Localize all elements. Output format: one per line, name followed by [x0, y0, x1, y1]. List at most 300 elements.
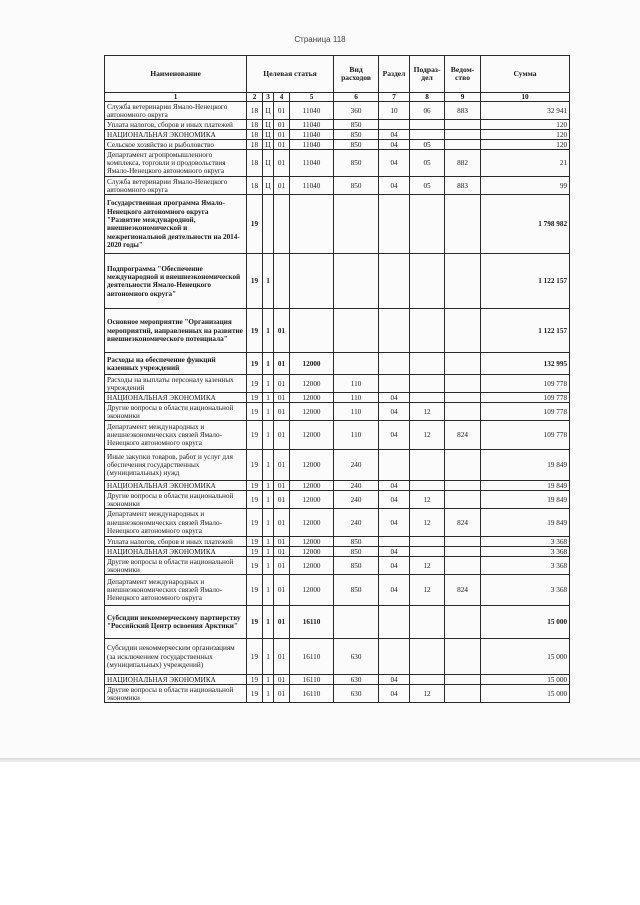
target-direction: 11040: [290, 120, 334, 130]
row-name: Служба ветеринарии Ямало-Ненецкого автономного округа: [105, 102, 247, 120]
table-row: [105, 195, 570, 254]
expense-type: 850: [334, 537, 379, 547]
section-code: 04: [379, 177, 410, 195]
sum-value: 15 000: [481, 606, 570, 639]
target-measure: 01: [274, 557, 290, 575]
department-code: 882: [445, 150, 481, 177]
table-header-row: [105, 56, 570, 93]
target-subprogram: Ц: [263, 102, 274, 120]
expense-type: 240: [334, 509, 379, 537]
target-program: 19: [247, 309, 263, 353]
department-code: [445, 403, 481, 421]
expense-type: 850: [334, 177, 379, 195]
sum-value: 32 941: [481, 102, 570, 120]
header-target-article: Целевая статья: [247, 56, 334, 93]
target-direction: 11040: [290, 102, 334, 120]
department-code: 883: [445, 102, 481, 120]
target-program: 19: [247, 421, 263, 450]
subsection-code: [410, 450, 445, 481]
expense-type: 850: [334, 575, 379, 606]
section-code: 04: [379, 481, 410, 491]
department-code: [445, 481, 481, 491]
sum-value: 99: [481, 177, 570, 195]
header-section: Раздел: [379, 56, 410, 93]
subsection-code: [410, 309, 445, 353]
table-row: [105, 450, 570, 481]
table-row: [105, 685, 570, 703]
target-measure: 01: [274, 150, 290, 177]
target-subprogram: 1: [263, 509, 274, 537]
target-subprogram: 1: [263, 403, 274, 421]
target-measure: 01: [274, 491, 290, 509]
subsection-code: 12: [410, 575, 445, 606]
target-measure: 01: [274, 481, 290, 491]
sum-value: 19 849: [481, 509, 570, 537]
page-label: Страница 118: [294, 35, 346, 44]
department-code: [445, 639, 481, 675]
table-row: [105, 353, 570, 375]
target-direction: 12000: [290, 481, 334, 491]
expense-type: 110: [334, 403, 379, 421]
target-subprogram: Ц: [263, 120, 274, 130]
target-direction: 12000: [290, 353, 334, 375]
expense-type: [334, 353, 379, 375]
expense-type: 850: [334, 140, 379, 150]
target-subprogram: 1: [263, 547, 274, 557]
target-program: 19: [247, 606, 263, 639]
expense-type: 110: [334, 421, 379, 450]
department-code: 824: [445, 421, 481, 450]
sum-value: 109 778: [481, 375, 570, 393]
row-name: Расходы на выплаты персоналу казенных учреждений: [105, 375, 247, 393]
target-subprogram: 1: [263, 639, 274, 675]
target-measure: 01: [274, 102, 290, 120]
target-measure: 01: [274, 685, 290, 703]
table-row: [105, 102, 570, 120]
section-code: 04: [379, 491, 410, 509]
target-direction: 12000: [290, 547, 334, 557]
target-direction: 11040: [290, 140, 334, 150]
table-row: [105, 639, 570, 675]
row-name: Основное мероприятие "Организация мероприятий, направленных на развитие внешнеэкономического потенциала": [105, 309, 247, 353]
target-direction: 12000: [290, 375, 334, 393]
table-row: [105, 481, 570, 491]
target-subprogram: 1: [263, 491, 274, 509]
target-program: 19: [247, 537, 263, 547]
budget-table: [104, 55, 570, 703]
target-measure: 01: [274, 177, 290, 195]
target-program: 19: [247, 353, 263, 375]
subsection-code: [410, 639, 445, 675]
target-program: 19: [247, 481, 263, 491]
target-subprogram: 1: [263, 685, 274, 703]
sum-value: 1 122 157: [481, 309, 570, 353]
target-subprogram: 1: [263, 575, 274, 606]
target-measure: [274, 195, 290, 254]
target-measure: 01: [274, 509, 290, 537]
department-code: [445, 254, 481, 309]
table-row: [105, 575, 570, 606]
section-code: 04: [379, 150, 410, 177]
target-program: 19: [247, 393, 263, 403]
row-name: НАЦИОНАЛЬНАЯ ЭКОНОМИКА: [105, 393, 247, 403]
section-code: 10: [379, 102, 410, 120]
target-program: 18: [247, 120, 263, 130]
table-row: [105, 120, 570, 130]
table-row: [105, 130, 570, 140]
sum-value: 3 368: [481, 575, 570, 606]
department-code: [445, 140, 481, 150]
table-row: [105, 309, 570, 353]
expense-type: 850: [334, 547, 379, 557]
row-name: НАЦИОНАЛЬНАЯ ЭКОНОМИКА: [105, 675, 247, 685]
department-code: [445, 195, 481, 254]
department-code: [445, 547, 481, 557]
column-number: 2: [247, 93, 263, 102]
section-code: 04: [379, 393, 410, 403]
target-direction: 12000: [290, 403, 334, 421]
subsection-code: [410, 537, 445, 547]
target-measure: 01: [274, 403, 290, 421]
row-name: НАЦИОНАЛЬНАЯ ЭКОНОМИКА: [105, 547, 247, 557]
table-row: [105, 547, 570, 557]
target-direction: 12000: [290, 421, 334, 450]
subsection-code: [410, 254, 445, 309]
target-program: 19: [247, 685, 263, 703]
row-name: Другие вопросы в области национальной экономики: [105, 685, 247, 703]
column-number: 3: [263, 93, 274, 102]
expense-type: 240: [334, 481, 379, 491]
target-subprogram: 1: [263, 254, 274, 309]
target-measure: 01: [274, 375, 290, 393]
target-program: 18: [247, 130, 263, 140]
row-name: Субсидии некоммерческим организациям (за исключением государственных (муниципальных) учреждений): [105, 639, 247, 675]
subsection-code: 05: [410, 140, 445, 150]
row-name: Иные закупки товаров, работ и услуг для обеспечения государственных (муниципальных) нужд: [105, 450, 247, 481]
row-name: Другие вопросы в области национальной экономики: [105, 557, 247, 575]
target-measure: 01: [274, 537, 290, 547]
header-expense-type: Вид расходов: [334, 56, 379, 93]
subsection-code: 05: [410, 150, 445, 177]
target-program: 19: [247, 557, 263, 575]
expense-type: 850: [334, 120, 379, 130]
target-direction: 16110: [290, 685, 334, 703]
department-code: [445, 120, 481, 130]
target-program: 18: [247, 177, 263, 195]
target-program: 18: [247, 150, 263, 177]
section-code: [379, 375, 410, 393]
target-subprogram: Ц: [263, 150, 274, 177]
sum-value: 21: [481, 150, 570, 177]
target-direction: 11040: [290, 130, 334, 140]
target-measure: 01: [274, 450, 290, 481]
column-number: 1: [105, 93, 247, 102]
expense-type: 850: [334, 557, 379, 575]
expense-type: [334, 254, 379, 309]
subsection-code: 05: [410, 177, 445, 195]
table-row: [105, 393, 570, 403]
section-code: 04: [379, 547, 410, 557]
sum-value: 120: [481, 120, 570, 130]
subsection-code: 12: [410, 421, 445, 450]
target-subprogram: 1: [263, 421, 274, 450]
expense-type: 630: [334, 639, 379, 675]
sum-value: 3 368: [481, 547, 570, 557]
subsection-code: [410, 375, 445, 393]
column-number: 9: [445, 93, 481, 102]
target-direction: 12000: [290, 509, 334, 537]
row-name: Расходы на обеспечение функций казенных учреждений: [105, 353, 247, 375]
target-subprogram: Ц: [263, 130, 274, 140]
expense-type: 630: [334, 685, 379, 703]
subsection-code: 12: [410, 685, 445, 703]
target-measure: [274, 254, 290, 309]
section-code: 04: [379, 557, 410, 575]
section-code: [379, 450, 410, 481]
row-name: Сельское хозяйство и рыболовство: [105, 140, 247, 150]
target-subprogram: 1: [263, 557, 274, 575]
section-code: [379, 254, 410, 309]
target-direction: [290, 195, 334, 254]
target-subprogram: 1: [263, 481, 274, 491]
target-direction: 16110: [290, 675, 334, 685]
target-measure: 01: [274, 140, 290, 150]
expense-type: [334, 195, 379, 254]
sum-value: 1 122 157: [481, 254, 570, 309]
expense-type: [334, 309, 379, 353]
target-subprogram: 1: [263, 537, 274, 547]
sum-value: 15 000: [481, 639, 570, 675]
sum-value: 15 000: [481, 685, 570, 703]
expense-type: 110: [334, 375, 379, 393]
section-code: 04: [379, 403, 410, 421]
section-code: [379, 353, 410, 375]
target-program: 19: [247, 575, 263, 606]
department-code: 883: [445, 177, 481, 195]
target-program: 18: [247, 140, 263, 150]
target-subprogram: 1: [263, 450, 274, 481]
table-row: [105, 606, 570, 639]
table-row: [105, 675, 570, 685]
section-code: 04: [379, 130, 410, 140]
header-name: Наименование: [105, 56, 247, 93]
expense-type: 360: [334, 102, 379, 120]
expense-type: 110: [334, 393, 379, 403]
department-code: 824: [445, 575, 481, 606]
target-program: 19: [247, 375, 263, 393]
row-name: Департамент международных и внешнеэкономических связей Ямало-Ненецкого автономного округа: [105, 509, 247, 537]
row-name: Другие вопросы в области национальной экономики: [105, 403, 247, 421]
subsection-code: [410, 481, 445, 491]
department-code: 824: [445, 509, 481, 537]
target-subprogram: 1: [263, 375, 274, 393]
section-code: [379, 120, 410, 130]
sum-value: 109 778: [481, 393, 570, 403]
department-code: [445, 606, 481, 639]
target-program: 19: [247, 639, 263, 675]
target-subprogram: 1: [263, 309, 274, 353]
target-measure: 01: [274, 547, 290, 557]
row-name: НАЦИОНАЛЬНАЯ ЭКОНОМИКА: [105, 130, 247, 140]
department-code: [445, 491, 481, 509]
target-measure: 01: [274, 309, 290, 353]
target-direction: 11040: [290, 150, 334, 177]
section-code: [379, 606, 410, 639]
expense-type: 630: [334, 675, 379, 685]
subsection-code: [410, 130, 445, 140]
sum-value: 19 849: [481, 450, 570, 481]
target-measure: 01: [274, 130, 290, 140]
section-code: 04: [379, 675, 410, 685]
section-code: [379, 309, 410, 353]
row-name: Департамент международных и внешнеэкономических связей Ямало-Ненецкого автономного округа: [105, 421, 247, 450]
section-code: 04: [379, 575, 410, 606]
table-row: [105, 491, 570, 509]
subsection-code: 12: [410, 557, 445, 575]
target-direction: 12000: [290, 450, 334, 481]
sum-value: 109 778: [481, 403, 570, 421]
table-row: [105, 537, 570, 547]
header-sum: Сумма: [481, 56, 570, 93]
target-program: 19: [247, 195, 263, 254]
target-direction: 16110: [290, 606, 334, 639]
target-direction: [290, 309, 334, 353]
column-number: 6: [334, 93, 379, 102]
sum-value: 109 778: [481, 421, 570, 450]
department-code: [445, 393, 481, 403]
expense-type: 240: [334, 491, 379, 509]
sum-value: 15 000: [481, 675, 570, 685]
column-number: 7: [379, 93, 410, 102]
target-direction: 12000: [290, 575, 334, 606]
target-subprogram: [263, 195, 274, 254]
table-row: [105, 254, 570, 309]
subsection-code: [410, 120, 445, 130]
department-code: [445, 557, 481, 575]
sum-value: 132 995: [481, 353, 570, 375]
column-number: 10: [481, 93, 570, 102]
table-row: [105, 375, 570, 393]
target-subprogram: Ц: [263, 140, 274, 150]
expense-type: [334, 606, 379, 639]
target-measure: 01: [274, 606, 290, 639]
subsection-code: 12: [410, 403, 445, 421]
subsection-code: [410, 353, 445, 375]
row-name: Департамент международных и внешнеэкономических связей Ямало-Ненецкого автономного округа: [105, 575, 247, 606]
target-measure: 01: [274, 639, 290, 675]
target-subprogram: 1: [263, 675, 274, 685]
table-row: [105, 509, 570, 537]
header-department: Ведом-ство: [445, 56, 481, 93]
target-program: 19: [247, 547, 263, 557]
sum-value: 120: [481, 130, 570, 140]
target-direction: 12000: [290, 537, 334, 547]
row-name: Служба ветеринарии Ямало-Ненецкого автономного округа: [105, 177, 247, 195]
table-row: [105, 140, 570, 150]
section-code: 04: [379, 509, 410, 537]
row-name: Уплата налогов, сборов и иных платежей: [105, 120, 247, 130]
department-code: [445, 537, 481, 547]
table-row: [105, 403, 570, 421]
target-measure: 01: [274, 120, 290, 130]
expense-type: 850: [334, 130, 379, 140]
row-name: Подпрограмма "Обеспечение международной и внешнеэкономической деятельности Ямало-Ненецкого автономного округа": [105, 254, 247, 309]
section-code: 04: [379, 421, 410, 450]
expense-type: 850: [334, 150, 379, 177]
target-measure: 01: [274, 421, 290, 450]
column-number-row: [105, 93, 570, 102]
section-code: 04: [379, 685, 410, 703]
subsection-code: 06: [410, 102, 445, 120]
target-program: 19: [247, 403, 263, 421]
sum-value: 1 798 982: [481, 195, 570, 254]
department-code: [445, 450, 481, 481]
sum-value: 19 849: [481, 481, 570, 491]
target-program: 19: [247, 509, 263, 537]
column-number: 8: [410, 93, 445, 102]
row-name: Субсидии некоммерческому партнерству "Российский Центр освоения Арктики": [105, 606, 247, 639]
target-program: 19: [247, 491, 263, 509]
table-row: [105, 557, 570, 575]
column-number: 5: [290, 93, 334, 102]
expense-type: 240: [334, 450, 379, 481]
target-subprogram: Ц: [263, 177, 274, 195]
table-row: [105, 421, 570, 450]
table-row: [105, 177, 570, 195]
table-body: [105, 102, 570, 703]
target-subprogram: 1: [263, 606, 274, 639]
row-name: Департамент агропромышленного комплекса, торговли и продовольствия Ямало-Ненецкого автономного округа: [105, 150, 247, 177]
subsection-code: [410, 195, 445, 254]
header-subsection: Подраз-дел: [410, 56, 445, 93]
row-name: Государственная программа Ямало-Ненецкого автономного округа "Развитие международной, внешнеэкономической и межрегиональной деятельности на 2014-2020 годы": [105, 195, 247, 254]
section-code: 04: [379, 140, 410, 150]
sum-value: 3 368: [481, 537, 570, 547]
subsection-code: [410, 606, 445, 639]
row-name: Уплата налогов, сборов и иных платежей: [105, 537, 247, 547]
department-code: [445, 353, 481, 375]
page-bottom-edge: [0, 758, 640, 762]
target-subprogram: 1: [263, 353, 274, 375]
target-measure: 01: [274, 575, 290, 606]
table-row: [105, 150, 570, 177]
subsection-code: 12: [410, 491, 445, 509]
column-number: 4: [274, 93, 290, 102]
target-subprogram: 1: [263, 393, 274, 403]
section-code: [379, 537, 410, 547]
department-code: [445, 309, 481, 353]
target-measure: 01: [274, 675, 290, 685]
target-measure: 01: [274, 353, 290, 375]
section-code: [379, 639, 410, 675]
row-name: НАЦИОНАЛЬНАЯ ЭКОНОМИКА: [105, 481, 247, 491]
subsection-code: [410, 547, 445, 557]
row-name: Другие вопросы в области национальной экономики: [105, 491, 247, 509]
target-program: 19: [247, 254, 263, 309]
sum-value: 19 849: [481, 491, 570, 509]
target-direction: [290, 254, 334, 309]
subsection-code: [410, 675, 445, 685]
department-code: [445, 675, 481, 685]
target-direction: 16110: [290, 639, 334, 675]
target-direction: 12000: [290, 393, 334, 403]
sum-value: 3 368: [481, 557, 570, 575]
sum-value: 120: [481, 140, 570, 150]
target-direction: 12000: [290, 557, 334, 575]
subsection-code: 12: [410, 509, 445, 537]
department-code: [445, 130, 481, 140]
target-measure: 01: [274, 393, 290, 403]
